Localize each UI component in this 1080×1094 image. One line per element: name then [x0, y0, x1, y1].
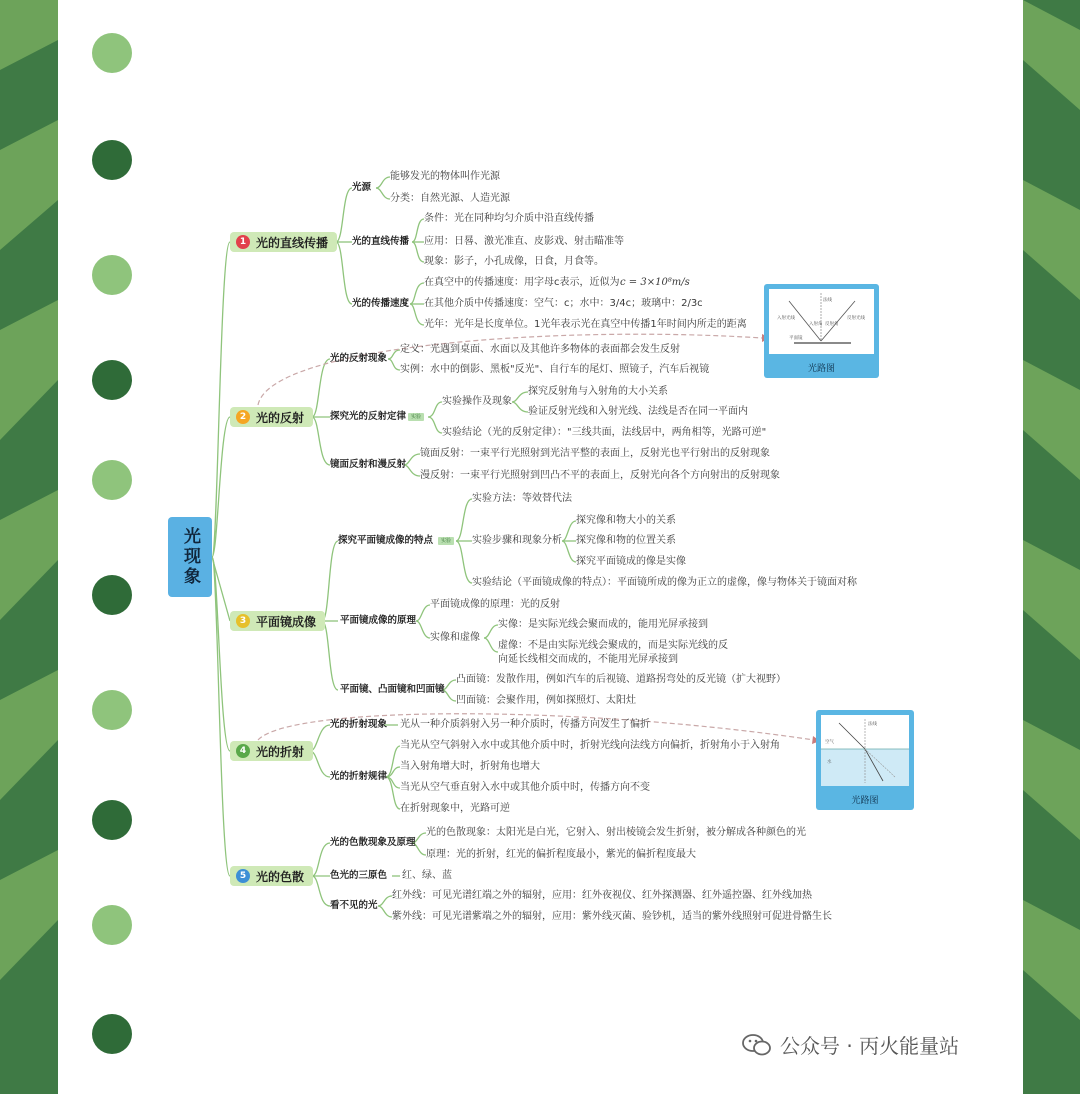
- detail-text: 探究反射角与入射角的大小关系: [528, 386, 668, 397]
- formula-text: c = 3×10⁸m/s: [620, 277, 690, 288]
- detail-text: 漫反射：一束平行光照射到凹凸不平的表面上，反射光向各个方向射出的反射现象: [420, 470, 780, 481]
- detail-text: 平面镜成像的原理：光的反射: [430, 599, 560, 610]
- subtopic: 光的色散现象及原理: [330, 837, 416, 848]
- detail-text: 探究平面镜成的像是实像: [576, 556, 686, 567]
- detail-text: 光的色散现象：太阳光是白光，它射入、射出棱镜会发生折射，被分解成各种颜色的光: [426, 827, 806, 838]
- branch-label: 平面镜成像: [256, 614, 317, 629]
- detail-text: 光从一种介质斜射入另一种介质时，传播方向发生了偏折: [400, 719, 650, 730]
- subtopic: 光的反射现象: [330, 353, 388, 364]
- subtopic: 平面镜成像的原理: [340, 615, 417, 626]
- subtopic: 光的折射现象: [330, 719, 388, 730]
- branch-label: 光的色散: [256, 869, 305, 884]
- detail-text: 实验结论（光的反射定律）："三线共面，法线居中，两角相等，光路可逆": [442, 427, 767, 438]
- subtopic: 光源: [352, 182, 372, 193]
- subtopic: 光的传播速度: [352, 298, 410, 309]
- subtopic: 光的直线传播: [352, 236, 410, 247]
- refraction-ray-diagram: [821, 715, 909, 786]
- diagram-label: 水: [827, 760, 832, 765]
- detail-text: 红外线：可见光谱红端之外的辐射，应用：红外夜视仪、红外探测器、红外遥控器、红外线加热: [392, 890, 812, 901]
- detail-text: 虚像：不是由实际光线会聚成的，而是实际光线的反: [498, 640, 728, 651]
- detail-text: 实验步骤和现象分析: [472, 535, 562, 546]
- detail-text: 实验方法：等效替代法: [472, 493, 572, 504]
- detail-text: 红、绿、蓝: [402, 870, 452, 881]
- detail-text: 光年：光年是长度单位。1光年表示光在真空中传播1年时间内所走的距离: [424, 319, 747, 330]
- branch-label: 光的反射: [256, 410, 305, 425]
- subtopic: 色光的三原色: [330, 870, 388, 881]
- reflection-ray-diagram: [769, 289, 874, 354]
- detail-text: 镜面反射：一束平行光照射到光洁平整的表面上，反射光也平行射出的反射现象: [420, 448, 770, 459]
- detail-text: 当光从空气斜射入水中或其他介质中时，折射光线向法线方向偏折，折射角小于入射角: [400, 740, 780, 751]
- detail-text: 应用：日晷、激光准直、皮影戏、射击瞄准等: [424, 236, 624, 247]
- diagram-label: 平面镜: [789, 336, 803, 341]
- branch-label: 光的直线传播: [256, 235, 329, 250]
- branch-number: 2: [236, 410, 250, 424]
- detail-text: 在其他介质中传播速度：空气：c；水中：3/4c；玻璃中：2/3c: [424, 298, 703, 309]
- branch-node-1: [230, 232, 337, 252]
- detail-text: 实验结论（平面镜成像的特点）：平面镜所成的像为正立的虚像，像与物体关于镜面对称: [472, 577, 857, 588]
- diagram-label: 入射角: [809, 322, 823, 327]
- branch-number: 5: [236, 869, 250, 883]
- refraction-diagram: [816, 710, 914, 810]
- detail-text: 探究像和物的位置关系: [576, 535, 676, 546]
- watermark: [742, 1030, 959, 1059]
- detail-text: 现象：影子，小孔成像，日食，月食等。: [424, 256, 604, 267]
- reflection-diagram: [764, 284, 879, 378]
- detail-text: 在真空中的传播速度：用字母c表示，近似为: [424, 277, 620, 288]
- detail-text: 向延长线相交而成的，不能用光屏承接到: [498, 654, 678, 665]
- branch-number: 1: [236, 235, 250, 249]
- detail-text: 紫外线：可见光谱紫端之外的辐射，应用：紫外线灭菌、验钞机，适当的紫外线照射可促进骨骼生长: [392, 911, 832, 922]
- detail-text: 在折射现象中，光路可逆: [400, 803, 510, 814]
- detail-text: 实像和虚像: [430, 632, 480, 643]
- diagram-label: 反射角: [825, 322, 839, 327]
- detail-text: 原理：光的折射，红光的偏折程度最小，紫光的偏折程度最大: [426, 849, 696, 860]
- subtopic: 看不见的光: [330, 900, 378, 911]
- detail-text: 凸面镜：发散作用，例如汽车的后视镜、道路拐弯处的反光镜（扩大视野）: [456, 674, 786, 685]
- diagram-label: 空气: [825, 740, 834, 745]
- diagram-label: 法线: [868, 722, 877, 727]
- branch-node-2: [230, 407, 313, 427]
- subtopic: 镜面反射和漫反射: [330, 459, 407, 470]
- subtopic: 光的折射规律: [330, 771, 388, 782]
- wechat-icon: [742, 1033, 772, 1057]
- detail-text: 实例：水中的倒影、黑板"反光"、自行车的尾灯、照镜子，汽车后视镜: [400, 364, 710, 375]
- root-node: 光现象: [168, 517, 212, 597]
- detail-text: 实验操作及现象: [442, 396, 512, 407]
- diagram-caption: 光路图: [851, 796, 879, 806]
- branch-node-5: [230, 866, 313, 886]
- branch-node-4: [230, 741, 313, 761]
- branch-node-3: [230, 611, 325, 631]
- detail-text: 验证反射光线和入射光线、法线是否在同一平面内: [528, 406, 748, 417]
- detail-text: 分类：自然光源、人造光源: [390, 193, 510, 204]
- detail-text: 实像：是实际光线会聚而成的，能用光屏承接到: [498, 619, 708, 630]
- detail-text: 条件：光在同种均匀介质中沿直线传播: [424, 213, 594, 224]
- branch-number: 4: [236, 744, 250, 758]
- experiment-tag: 实验: [438, 537, 454, 545]
- branch-label: 光的折射: [256, 744, 305, 759]
- branch-number: 3: [236, 614, 250, 628]
- subtopic: 平面镜、凸面镜和凹面镜: [340, 684, 445, 695]
- diagram-label: 反射光线: [847, 316, 865, 321]
- diagram-caption: 光路图: [807, 364, 835, 374]
- detail-text: 凹面镜：会聚作用，例如探照灯、太阳灶: [456, 695, 636, 706]
- experiment-tag: 实验: [408, 413, 424, 421]
- detail-text: 当入射角增大时，折射角也增大: [400, 761, 540, 772]
- diagram-label: 入射光线: [777, 316, 795, 321]
- subtopic: 探究平面镜成像的特点: [338, 535, 434, 546]
- detail-text: 探究像和物大小的关系: [576, 515, 676, 526]
- subtopic: 探究光的反射定律: [330, 411, 407, 422]
- diagram-label: 法线: [823, 298, 832, 303]
- detail-text: 定义：光遇到桌面、水面以及其他许多物体的表面都会发生反射: [400, 344, 680, 355]
- detail-text: 能够发光的物体叫作光源: [390, 171, 500, 182]
- detail-text: 当光从空气垂直射入水中或其他介质中时，传播方向不变: [400, 782, 650, 793]
- watermark-text: 公众号 · 丙火能量站: [780, 1034, 960, 1058]
